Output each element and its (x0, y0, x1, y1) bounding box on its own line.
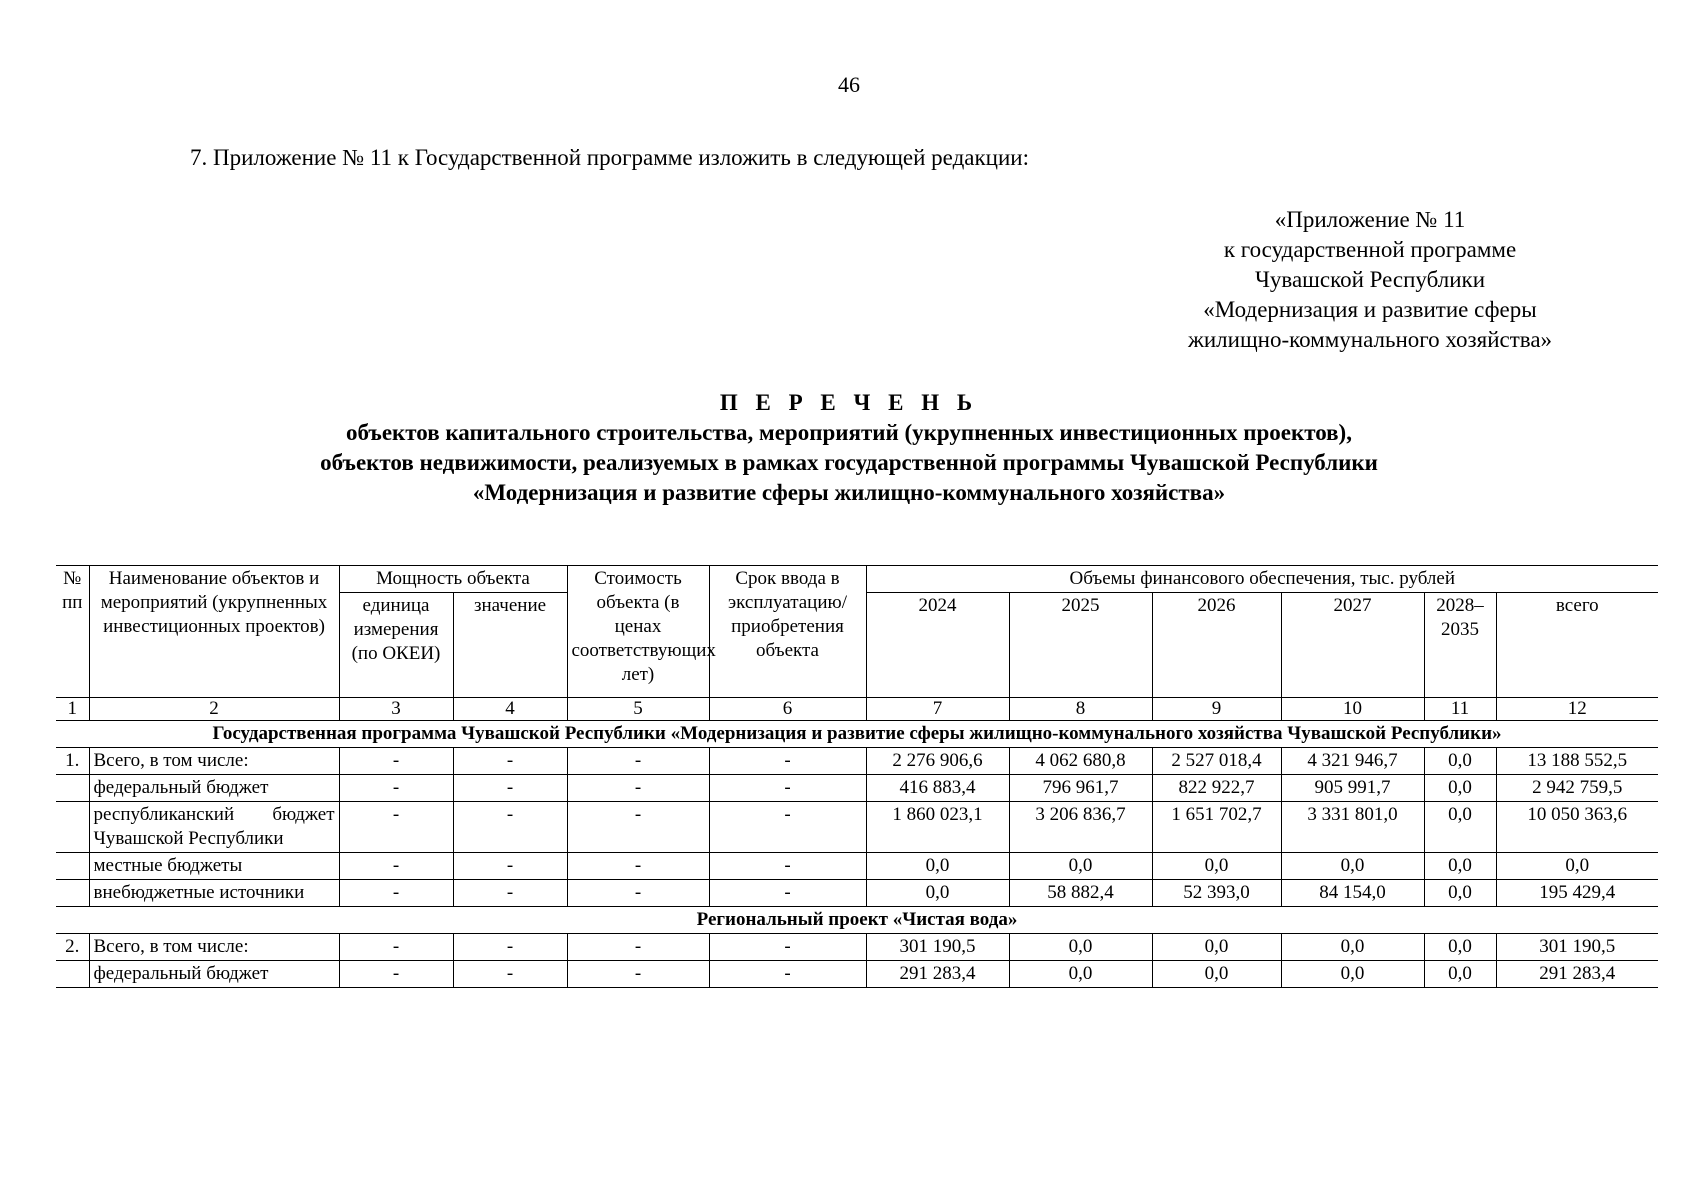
appendix-line: «Приложение № 11 (1274, 207, 1466, 232)
row-unit: - (339, 748, 453, 775)
header-year-2028-2035: 2028–2035 (1424, 593, 1496, 698)
row-cost: - (567, 880, 709, 907)
row-number (56, 853, 89, 880)
table-row (56, 853, 1658, 880)
row-cost: - (567, 802, 709, 853)
row-unit: - (339, 961, 453, 988)
row-term: - (709, 934, 866, 961)
row-number (56, 802, 89, 853)
row-value: - (453, 880, 567, 907)
header-capacity: Мощность объекта (339, 566, 567, 593)
row-2025: 0,0 (1009, 961, 1152, 988)
appendix-line: жилищно-коммунального хозяйства» (1187, 327, 1553, 352)
column-number: 12 (1496, 698, 1658, 721)
header-term: Срок ввода в эксплуатацию/ приобретения объекта (709, 566, 866, 698)
row-2028-2035: 0,0 (1424, 880, 1496, 907)
row-name: федеральный бюджет (89, 775, 339, 802)
header-year-2024: 2024 (866, 593, 1009, 698)
row-total: 13 188 552,5 (1496, 748, 1658, 775)
row-cost: - (567, 775, 709, 802)
title-line: объектов недвижимости, реализуемых в рамках государственной программы Чувашской Республики (320, 450, 1378, 475)
row-term: - (709, 775, 866, 802)
row-2026: 0,0 (1152, 961, 1281, 988)
row-2028-2035: 0,0 (1424, 775, 1496, 802)
row-2025: 0,0 (1009, 853, 1152, 880)
row-value: - (453, 748, 567, 775)
column-number: 6 (709, 698, 866, 721)
row-name: федеральный бюджет (89, 961, 339, 988)
column-number: 5 (567, 698, 709, 721)
header-value: значение (453, 593, 567, 698)
row-2024: 2 276 906,6 (866, 748, 1009, 775)
title-line: «Модернизация и развитие сферы жилищно-коммунального хозяйства» (472, 480, 1226, 505)
row-2025: 3 206 836,7 (1009, 802, 1152, 853)
column-number: 3 (339, 698, 453, 721)
row-2025: 796 961,7 (1009, 775, 1152, 802)
row-number (56, 880, 89, 907)
row-2028-2035: 0,0 (1424, 748, 1496, 775)
row-2026: 52 393,0 (1152, 880, 1281, 907)
row-name: внебюджетные источники (89, 880, 339, 907)
title-line: объектов капитального строительства, мероприятий (укрупненных инвестиционных проектов), (346, 420, 1352, 445)
row-term: - (709, 748, 866, 775)
column-number: 1 (56, 698, 89, 721)
row-2024: 0,0 (866, 880, 1009, 907)
table-row (56, 748, 1658, 775)
row-total: 291 283,4 (1496, 961, 1658, 988)
row-2024: 1 860 023,1 (866, 802, 1009, 853)
column-number: 7 (866, 698, 1009, 721)
row-cost: - (567, 934, 709, 961)
row-value: - (453, 961, 567, 988)
row-total: 301 190,5 (1496, 934, 1658, 961)
row-term: - (709, 802, 866, 853)
row-name: Всего, в том числе: (89, 934, 339, 961)
row-2027: 0,0 (1281, 853, 1424, 880)
column-number-row (56, 698, 1658, 721)
header-finance: Объемы финансового обеспечения, тыс. рублей (866, 566, 1658, 593)
row-2026: 2 527 018,4 (1152, 748, 1281, 775)
row-2027: 3 331 801,0 (1281, 802, 1424, 853)
section-row (56, 907, 1658, 934)
row-cost: - (567, 748, 709, 775)
row-total: 2 942 759,5 (1496, 775, 1658, 802)
row-2028-2035: 0,0 (1424, 853, 1496, 880)
row-name: местные бюджеты (89, 853, 339, 880)
row-2024: 416 883,4 (866, 775, 1009, 802)
appendix-line: к государственной программе (1223, 237, 1517, 262)
column-number: 10 (1281, 698, 1424, 721)
row-2027: 84 154,0 (1281, 880, 1424, 907)
row-number (56, 961, 89, 988)
row-total: 10 050 363,6 (1496, 802, 1658, 853)
row-term: - (709, 853, 866, 880)
row-2026: 0,0 (1152, 853, 1281, 880)
table-row (56, 961, 1658, 988)
objects-table (56, 565, 1658, 988)
row-value: - (453, 775, 567, 802)
row-2027: 4 321 946,7 (1281, 748, 1424, 775)
header-total: всего (1496, 593, 1658, 698)
row-2027: 0,0 (1281, 934, 1424, 961)
row-2024: 0,0 (866, 853, 1009, 880)
row-2026: 1 651 702,7 (1152, 802, 1281, 853)
column-number: 11 (1424, 698, 1496, 721)
row-number (56, 775, 89, 802)
column-number: 8 (1009, 698, 1152, 721)
row-value: - (453, 934, 567, 961)
header-unit: единица измерения (по ОКЕИ) (339, 593, 453, 698)
row-2025: 58 882,4 (1009, 880, 1152, 907)
row-2027: 0,0 (1281, 961, 1424, 988)
row-total: 0,0 (1496, 853, 1658, 880)
column-number: 9 (1152, 698, 1281, 721)
row-term: - (709, 961, 866, 988)
row-2027: 905 991,7 (1281, 775, 1424, 802)
row-cost: - (567, 961, 709, 988)
column-number: 4 (453, 698, 567, 721)
row-2028-2035: 0,0 (1424, 934, 1496, 961)
row-2028-2035: 0,0 (1424, 961, 1496, 988)
row-unit: - (339, 775, 453, 802)
appendix-line: «Модернизация и развитие сферы (1203, 297, 1537, 322)
row-unit: - (339, 934, 453, 961)
row-cost: - (567, 853, 709, 880)
row-value: - (453, 802, 567, 853)
title-heading: П Е Р Е Ч Е Н Ь (719, 390, 979, 415)
intro-text: 7. Приложение № 11 к Государственной программе изложить в следующей редакции: (190, 145, 1029, 170)
row-total: 195 429,4 (1496, 880, 1658, 907)
header-year-2025: 2025 (1009, 593, 1152, 698)
row-number: 1. (56, 748, 89, 775)
document-title (0, 388, 1698, 508)
row-unit: - (339, 802, 453, 853)
column-number: 2 (89, 698, 339, 721)
row-name: Всего, в том числе: (89, 748, 339, 775)
header-num: № пп (56, 566, 89, 698)
row-term: - (709, 880, 866, 907)
section-title: Региональный проект «Чистая вода» (56, 907, 1658, 934)
row-name: республиканский бюджет Чувашской Республики (89, 802, 339, 853)
header-year-2026: 2026 (1152, 593, 1281, 698)
row-2024: 301 190,5 (866, 934, 1009, 961)
section-title: Государственная программа Чувашской Республики «Модернизация и развитие сферы жилищно-коммунального хозяйства Чувашской Республики» (56, 721, 1658, 748)
row-2025: 4 062 680,8 (1009, 748, 1152, 775)
header-year-2027: 2027 (1281, 593, 1424, 698)
section-row (56, 721, 1658, 748)
row-2025: 0,0 (1009, 934, 1152, 961)
header-cost: Стоимость объекта (в ценах соответствующих лет) (567, 566, 709, 698)
row-2026: 822 922,7 (1152, 775, 1281, 802)
page-number: 46 (838, 72, 860, 97)
appendix-line: Чувашской Республики (1254, 267, 1486, 292)
table-row (56, 802, 1658, 853)
table-row (56, 880, 1658, 907)
row-number: 2. (56, 934, 89, 961)
header-name: Наименование объектов и мероприятий (укрупненных инвестиционных проектов) (89, 566, 339, 698)
row-2028-2035: 0,0 (1424, 802, 1496, 853)
row-value: - (453, 853, 567, 880)
row-2026: 0,0 (1152, 934, 1281, 961)
row-unit: - (339, 880, 453, 907)
row-unit: - (339, 853, 453, 880)
appendix-note (1160, 205, 1580, 355)
row-2024: 291 283,4 (866, 961, 1009, 988)
table-row (56, 775, 1658, 802)
table-row (56, 934, 1658, 961)
